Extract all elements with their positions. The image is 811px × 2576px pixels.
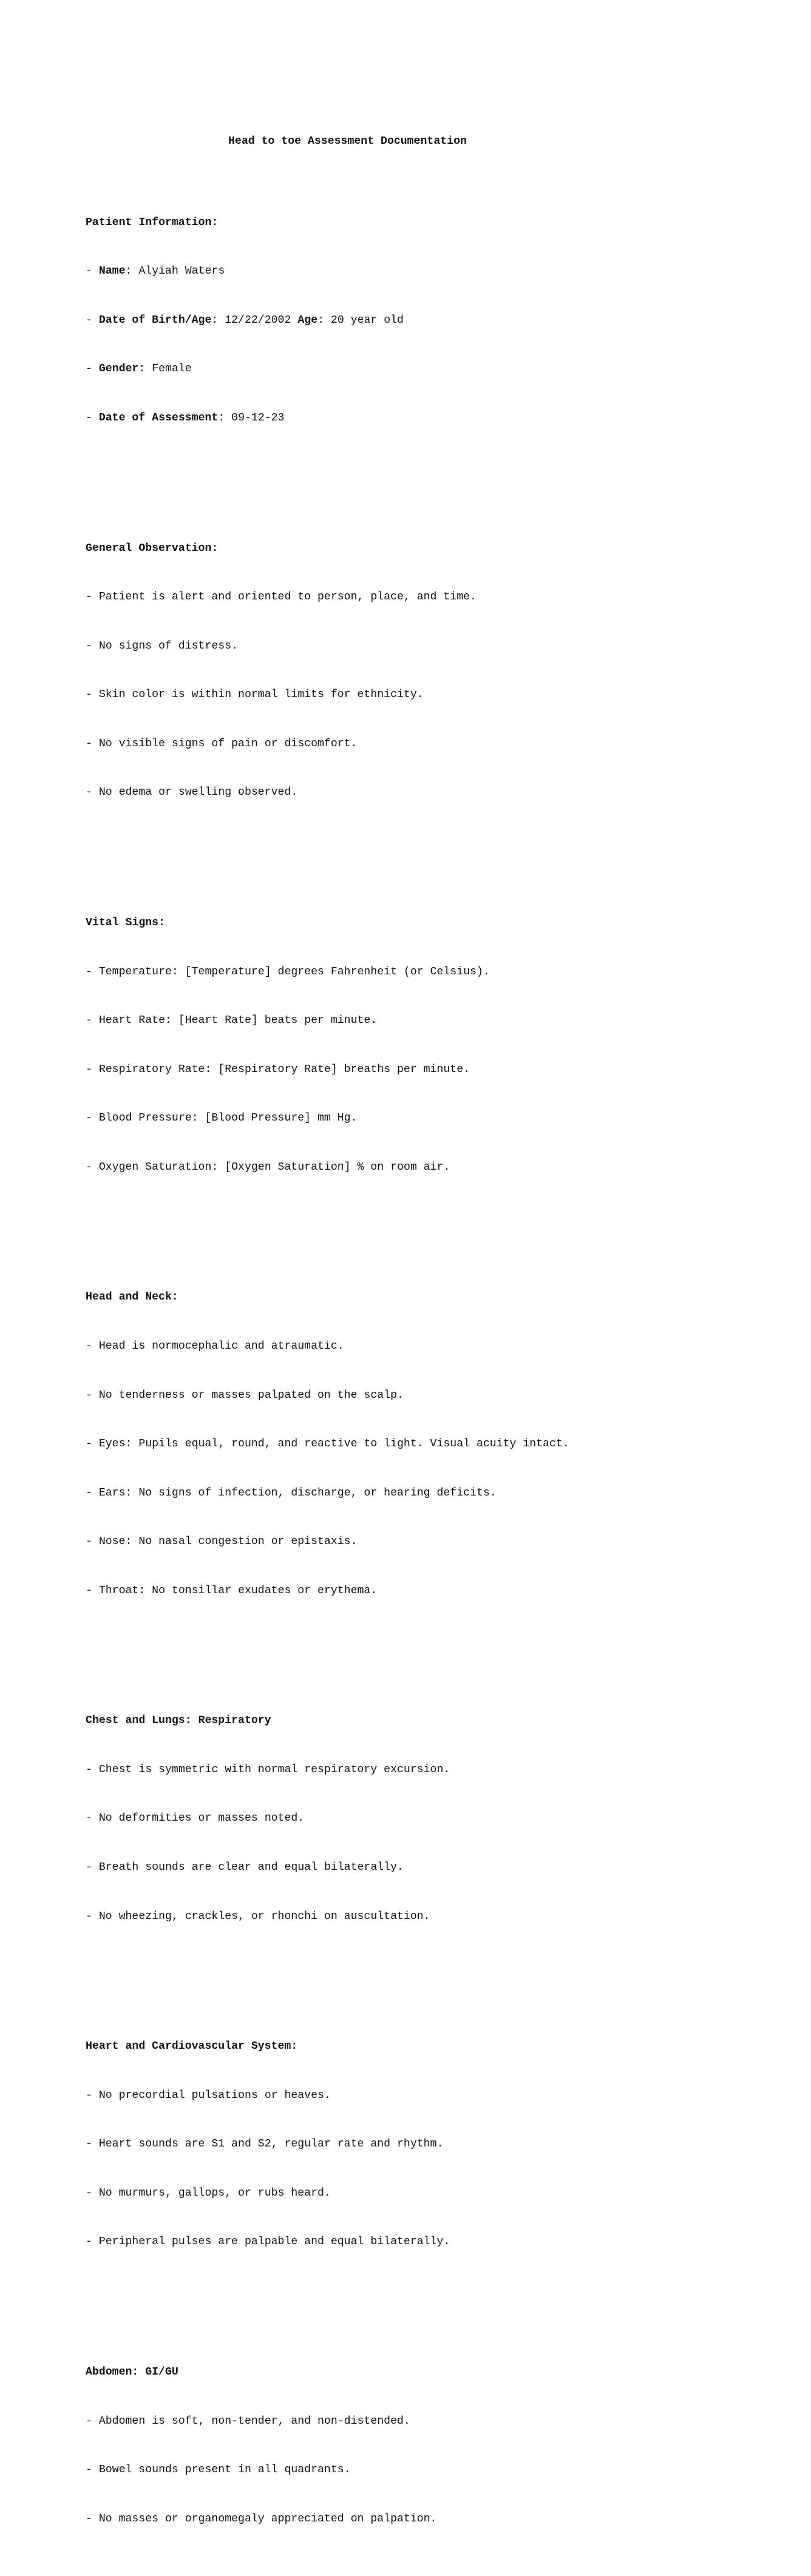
- document-title: Head to toe Assessment Documentation: [228, 135, 467, 147]
- list-item-text: Skin color is within normal limits for ethnicity.: [98, 689, 424, 701]
- section-heading-head-neck: Head and Neck:: [86, 1291, 178, 1304]
- list-item: - Head is normocephalic and atraumatic.: [86, 1340, 344, 1352]
- list-item: - Peripheral pulses are palpable and equal bilaterally.: [86, 2236, 450, 2248]
- list-item-text: No visible signs of pain or discomfort.: [98, 737, 358, 750]
- section-heading-patient-info: Patient Information:: [86, 216, 219, 229]
- list-item: - Nose: No nasal congestion or epistaxis.: [86, 1536, 358, 1548]
- patient-dob-line: - Date of Birth/Age: 12/22/2002 Age: 20 year old: [86, 314, 404, 326]
- list-item-text: Breath sounds are clear and equal bilaterally.: [98, 1861, 404, 1873]
- document-body: [86, 84, 668, 2576]
- list-item: - No edema or swelling observed.: [86, 786, 298, 799]
- list-item: - No signs of distress.: [86, 639, 239, 652]
- spacer: [86, 1208, 668, 1224]
- patient-age-value: 20 year old: [330, 314, 404, 326]
- patient-gender-line: - Gender: Female: [86, 363, 192, 376]
- list-item: - Throat: No tonsillar exudates or erythema.: [86, 1584, 378, 1597]
- list-item-text: Chest is symmetric with normal respiratory excursion.: [98, 1763, 450, 1776]
- list-item-text: No signs of distress.: [98, 639, 239, 652]
- spacer: [86, 834, 668, 850]
- list-item: - No visible signs of pain or discomfort.: [86, 737, 358, 750]
- list-item: - Heart Rate: [Heart Rate] beats per minute.: [86, 1014, 378, 1027]
- list-item: - Chest is symmetric with normal respiratory excursion.: [86, 1763, 450, 1776]
- list-item-text: Respiratory Rate: [Respiratory Rate] breaths per minute.: [98, 1063, 470, 1076]
- list-item: - Skin color is within normal limits for ethnicity.: [86, 689, 424, 701]
- list-item-text: Heart sounds are S1 and S2, regular rate and rhythm.: [98, 2138, 444, 2151]
- patient-name-value: Alyiah Waters: [138, 265, 225, 278]
- list-item-text: No murmurs, gallops, or rubs heard.: [98, 2187, 331, 2199]
- patient-gender-label: Gender: [98, 363, 139, 376]
- list-item: - Oxygen Saturation: [Oxygen Saturation] % on room air.: [86, 1161, 450, 1173]
- list-item: - Heart sounds are S1 and S2, regular rate and rhythm.: [86, 2138, 444, 2151]
- section-heading-abdomen: Abdomen: GI/GU: [86, 2366, 178, 2379]
- list-item: - Temperature: [Temperature] degrees Fahrenheit (or Celsius).: [86, 965, 490, 978]
- spacer: [86, 1957, 668, 1974]
- list-item: - Bowel sounds present in all quadrants.: [86, 2464, 351, 2477]
- spacer: [86, 459, 668, 475]
- list-item-text: Blood Pressure: [Blood Pressure] mm Hg.: [98, 1112, 358, 1125]
- list-item-text: Bowel sounds present in all quadrants.: [98, 2464, 351, 2477]
- assessment-date-value: 09-12-23: [231, 411, 285, 424]
- spacer: [86, 1631, 668, 1648]
- list-item-text: No deformities or masses noted.: [98, 1812, 305, 1825]
- list-item: - Abdomen is soft, non-tender, and non-distended.: [86, 2415, 410, 2427]
- list-item-text: Heart Rate: [Heart Rate] beats per minute.: [98, 1014, 378, 1027]
- list-item-text: No precordial pulsations or heaves.: [98, 2089, 331, 2102]
- list-item-text: Ears: No signs of infection, discharge, or hearing deficits.: [98, 1486, 497, 1499]
- section-heading-general-observation: General Observation:: [86, 542, 219, 555]
- list-item-text: Oxygen Saturation: [Oxygen Saturation] % on room air.: [98, 1161, 450, 1173]
- list-item: - Blood Pressure: [Blood Pressure] mm Hg.: [86, 1112, 358, 1125]
- list-item: - Eyes: Pupils equal, round, and reactive to light. Visual acuity intact.: [86, 1438, 569, 1451]
- list-item: - No masses or organomegaly appreciated on palpation.: [86, 2512, 437, 2525]
- section-heading-vital-signs: Vital Signs:: [86, 917, 165, 929]
- list-item-text: Nose: No nasal congestion or epistaxis.: [98, 1536, 358, 1548]
- list-item: - No deformities or masses noted.: [86, 1812, 305, 1825]
- list-item: - Respiratory Rate: [Respiratory Rate] breaths per minute.: [86, 1063, 470, 1076]
- list-item: - Ears: No signs of infection, discharge, or hearing deficits.: [86, 1486, 497, 1499]
- patient-dob-label: Date of Birth/Age: [98, 314, 212, 326]
- list-item: - No wheezing, crackles, or rhonchi on auscultation.: [86, 1910, 430, 1923]
- section-heading-chest-lungs: Chest and Lungs: Respiratory: [86, 1715, 271, 1727]
- list-item-text: Abdomen is soft, non-tender, and non-distended.: [98, 2415, 410, 2427]
- spacer: [86, 2283, 668, 2299]
- list-item: - No murmurs, gallops, or rubs heard.: [86, 2187, 331, 2199]
- list-item: - Patient is alert and oriented to person, place, and time.: [86, 591, 477, 604]
- patient-name-line: - Name: Alyiah Waters: [86, 265, 225, 278]
- list-item-text: No wheezing, crackles, or rhonchi on auscultation.: [98, 1910, 430, 1923]
- patient-name-label: Name: [98, 265, 126, 278]
- assessment-date-line: - Date of Assessment: 09-12-23: [86, 411, 285, 424]
- list-item-text: Throat: No tonsillar exudates or erythema.: [98, 1584, 378, 1597]
- list-item-text: Temperature: [Temperature] degrees Fahrenheit (or Celsius).: [98, 965, 490, 978]
- patient-gender-value: Female: [152, 363, 192, 376]
- assessment-date-label: Date of Assessment: [98, 411, 219, 424]
- patient-age-label: Age: [297, 314, 318, 326]
- list-item: - No tenderness or masses palpated on the scalp.: [86, 1389, 404, 1401]
- list-item: - Breath sounds are clear and equal bilaterally.: [86, 1861, 404, 1873]
- section-heading-heart-cardiovascular: Heart and Cardiovascular System:: [86, 2040, 298, 2053]
- list-item-text: Patient is alert and oriented to person, place, and time.: [98, 591, 477, 604]
- list-item: - No precordial pulsations or heaves.: [86, 2089, 331, 2102]
- list-item-text: Eyes: Pupils equal, round, and reactive to light. Visual acuity intact.: [98, 1438, 569, 1451]
- list-item-text: No edema or swelling observed.: [98, 786, 298, 799]
- list-item-text: No masses or organomegaly appreciated on palpation.: [98, 2512, 437, 2525]
- list-item-text: No tenderness or masses palpated on the scalp.: [98, 1389, 404, 1401]
- patient-dob-value: 12/22/2002: [225, 314, 291, 326]
- list-item-text: Head is normocephalic and atraumatic.: [98, 1340, 344, 1352]
- list-item-text: Peripheral pulses are palpable and equal bilaterally.: [98, 2236, 450, 2248]
